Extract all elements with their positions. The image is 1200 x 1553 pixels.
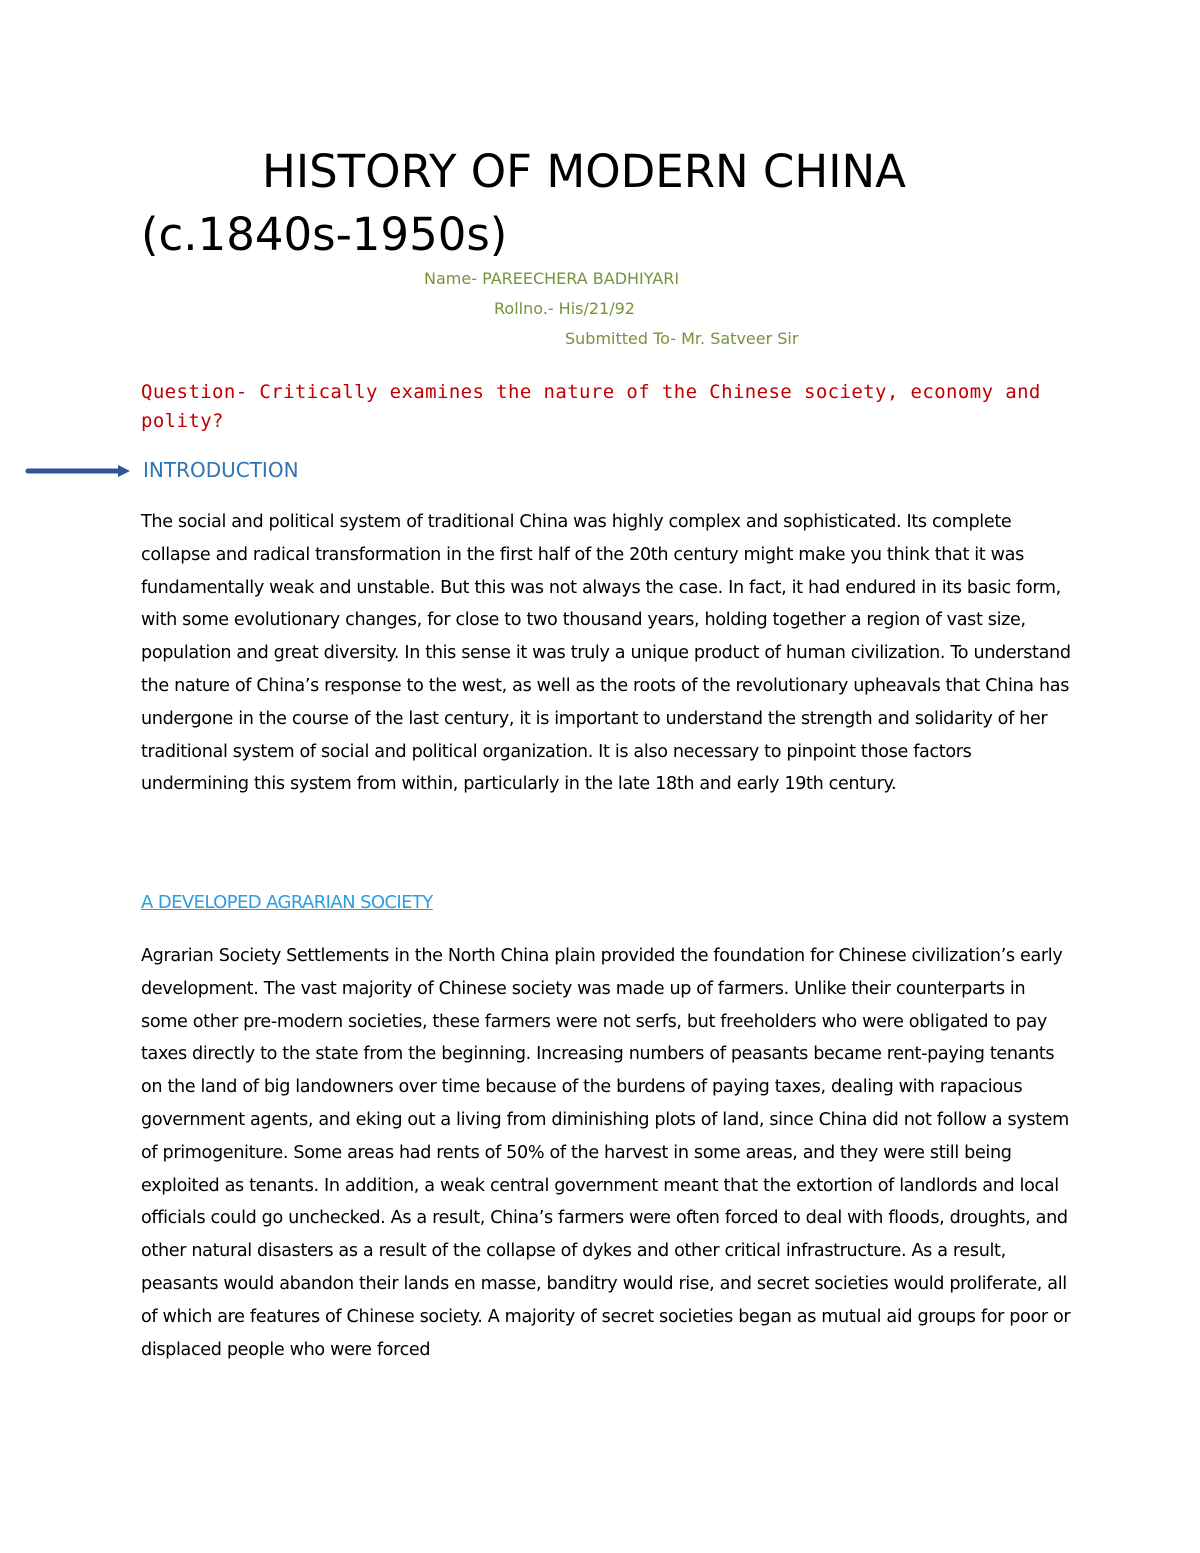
author-name: Name- PAREECHERA BADHIYARI [424,269,680,288]
submitted-to: Submitted To- Mr. Satveer Sir [565,329,799,348]
introduction-heading: INTRODUCTION [143,458,299,482]
document-title: HISTORY OF MODERN CHINA [262,145,906,198]
question-text: Question- Critically examines the nature of the Chinese society, economy and polity? [141,381,1041,432]
document-title-dates: (c.1840s-1950s) [141,208,508,261]
arrow-right-icon [24,463,132,479]
agrarian-society-heading: A DEVELOPED AGRARIAN SOCIETY [141,892,433,913]
agrarian-society-paragraph: Agrarian Society Settlements in the North China plain provided the foundation for Chinese civilization’s early development. The vast majority of Chinese society was made up of farmers. Unlike their counterparts in some other pre-modern societies, these farmers were not serfs, but freeholders who were obligated to pay taxes directly to the state from the beginning. Increasing numbers of peasants became rent-paying tenants on the land of big landowners over time because of the burdens of paying taxes, dealing with rapacious government agents, and eking out a living from diminishing plots of land, since China did not follow a system of primogeniture. Some areas had rents of 50% of the harvest in some areas, and they were still being exploited as tenants. In addition, a weak central government meant that the extortion of landlords and local officials could go unchecked. As a result, China’s farmers were often forced to deal with floods, droughts, and other natural disasters as a result of the collapse of dykes and other critical infrastructure. As a result, peasants would abandon their lands en masse, banditry would rise, and secret societies would proliferate, all of which are features of Chinese society. A majority of secret societies began as mutual aid groups for poor or displaced people who were forced [141,946,1071,1360]
roll-number: Rollno.- His/21/92 [494,299,635,318]
introduction-paragraph: The social and political system of traditional China was highly complex and sophisticated. Its complete collapse and radical transformation in the first half of the 20th century might make you think that it was fundamentally weak and unstable. But this was not always the case. In fact, it had endured in its basic form, with some evolutionary changes, for close to two thousand years, holding together a region of vast size, population and great diversity. In this sense it was truly a unique product of human civilization. To understand the nature of China’s response to the west, as well as the roots of the revolutionary upheavals that China has undergone in the course of the last century, it is important to understand the strength and solidarity of her traditional system of social and political organization. It is also necessary to pinpoint those factors undermining this system from within, particularly in the late 18th and early 19th century. [141,512,1071,795]
